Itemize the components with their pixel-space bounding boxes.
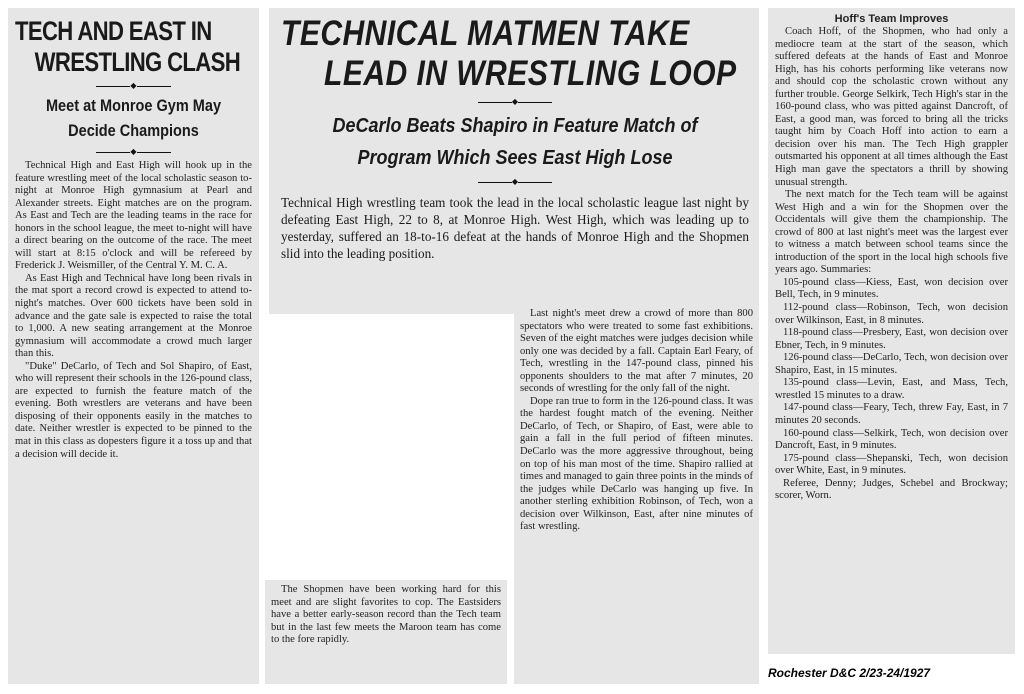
summary-item: 175-pound class—Shepanski, Tech, won decision over White, East, in 9 minutes.	[775, 452, 1008, 477]
divider-rule: ◆	[281, 178, 749, 186]
summary-item: Referee, Denny; Judges, Schebel and Brockway; scorer, Worn.	[775, 477, 1008, 502]
summary-item: 135-pound class—Levin, East, and Mass, Tech, wrestled 15 minutes to a draw.	[775, 377, 1008, 401]
lead-paragraph: Technical High wrestling team took the lead in the local scholastic league last night by defeating East High, 22 to 8, at Monroe High. West High, which was leading up to yesterday, suffered an 18-to-16 defeat at the hands of Monroe High and the Shopmen slid into the leading position.	[281, 195, 749, 261]
summary-item: 118-pound class—Presbery, East, won decision over Ebner, Tech, in 9 minutes.	[775, 327, 1008, 351]
headline-line-1: TECHNICAL MATMEN TAKE	[281, 14, 690, 53]
deck-headline	[29, 94, 238, 144]
article-body	[15, 160, 252, 461]
article-clipping-technical-matmen	[269, 8, 759, 314]
headline-line-2: WRESTLING CLASH	[34, 47, 241, 77]
summary-item: 147-pound class—Feary, Tech, threw Fay, East, in 7 minutes 20 seconds.	[775, 402, 1008, 426]
headline-line-2: LEAD IN WRESTLING LOOP	[324, 54, 737, 93]
summary-item: 160-pound class—Selkirk, Tech, won decision over Dancroft, East, in 9 minutes.	[775, 427, 1008, 452]
divider-rule: ◆	[15, 82, 252, 90]
deck-line-1: Meet at Monroe Gym May	[45, 97, 222, 115]
article-clipping-tech-east-clash	[8, 8, 259, 684]
summary-item: 126-pound class—DeCarlo, Tech, won decision over Shapiro, East, in 15 minutes.	[775, 352, 1008, 376]
article-column-hoffs-team	[768, 8, 1015, 654]
deck-headline	[304, 110, 725, 174]
deck-line-2: Decide Champions	[68, 122, 199, 140]
paragraph: "Duke" DeCarlo, of Tech and Sol Shapiro, of East, who will represent their schools in the 126-pound class, are expected to furnish the feature match of the evening. Both wrestlers are veterans and have been disposing of their opponents easily in the matches to date. Neither wrestler is expected to be pinned to the mat in this class as dopesters figure it a toss up and that a decision will decide it.	[15, 360, 252, 460]
paragraph: Last night's meet drew a crowd of more than 800 spectators who were treated to some fast exhibitions. Seven of the eight matches were judges decision while only one was decided by a fall. Captain Earl Feary, of Tech, wrestling in the 147-pound class, pinned his opponents shoulders to the mat after 7 minutes, 20 seconds of wrestling for the only fall of the night.	[520, 308, 753, 395]
headline-line-1: TECH AND EAST IN	[15, 16, 212, 46]
paragraph: The Shopmen have been working hard for this meet and are slight favorites to cop. The Eastsiders have a better early-season record than the Tech team but in the last few meets the Maroon team has come to the fore rapidly.	[271, 584, 501, 646]
divider-rule: ◆	[15, 148, 252, 156]
deck-line-2: Program Which Sees East High Lose	[357, 147, 673, 169]
paragraph: Coach Hoff, of the Shopmen, who had only a mediocre team at the start of the season, which suffered defeats at the hands of East and Monroe High, has his cohorts performing like veterans now and should cop the scholastic crown without any further trouble. George Selkirk, Tech High's star in the 160-pound class, who was pitted against Dancroft, of East, a good man, was forced to bring all the tricks taught him by Coach Hoff into action to earn a decision over his man. The Tech High grappler outsmarted his opponent at all times although the East High man gave the spectators a thrill by showing unusual strength.	[775, 26, 1008, 188]
summary-item: 112-pound class—Robinson, Tech, won decision over Wilkinson, East, in 8 minutes.	[775, 302, 1008, 326]
summary-item: 105-pound class—Kiess, East, won decision over Bell, Tech, in 9 minutes.	[775, 276, 1008, 301]
paragraph: Dope ran true to form in the 126-pound class. It was the hardest fought match of the evening. Neither DeCarlo, of Tech, or Shapiro, of East, were able to gain a fall in the full period of fifteen minutes. DeCarlo was the more aggressive throughout, being on top of his man most of the time. Shapiro rallied at times and managed to gain three points in the minds of the judges while DeCarlo was hanging up five. In another sterling exhibition Robinson, of Tech, won a decision over Wilkinson, East, after nine minutes of fast wrestling.	[520, 395, 753, 533]
summaries-list	[775, 277, 1008, 503]
deck-line-1: DeCarlo Beats Shapiro in Feature Match of	[332, 115, 698, 137]
paragraph: The next match for the Tech team will be against West High and a win for the Shopmen over the Occidentals will give them the championship. The crowd of 800 at last night's meet was the largest ever to witness a match between school teams since the introduction of the sport in the local high schools five years ago. Summaries:	[775, 189, 1008, 276]
paragraph: Technical High and East High will hook up in the feature wrestling meet of the local scholastic season to-night at Monroe High gymnasium at Pearl and Alexander streets. Eight matches are on the program. As East and Tech are the leading teams in the race for honors in the school league, the meet to-night will have a direct bearing on the outcome of the race. The meet will start at 8:15 o'clock and will be refereed by Frederick J. Weismiller, of the Central Y. M. C. A.	[15, 160, 252, 272]
source-credit: Rochester D&C 2/23-24/1927	[768, 666, 931, 680]
paragraph: As East High and Technical have long been rivals in the mat sport a record crowd is expected to attend to-night's matches. Over 600 tickets have been sold in advance and the gate sale is expected to raise the total to 1,000. A new seating arrangement at the Monroe gymnasium will accommodate a crowd much larger than this.	[15, 272, 252, 360]
subheading: Hoff's Team Improves	[834, 13, 949, 25]
divider-rule: ◆	[281, 98, 749, 106]
article-column-meet-report	[514, 306, 759, 684]
article-continuation-shopmen	[265, 580, 507, 684]
